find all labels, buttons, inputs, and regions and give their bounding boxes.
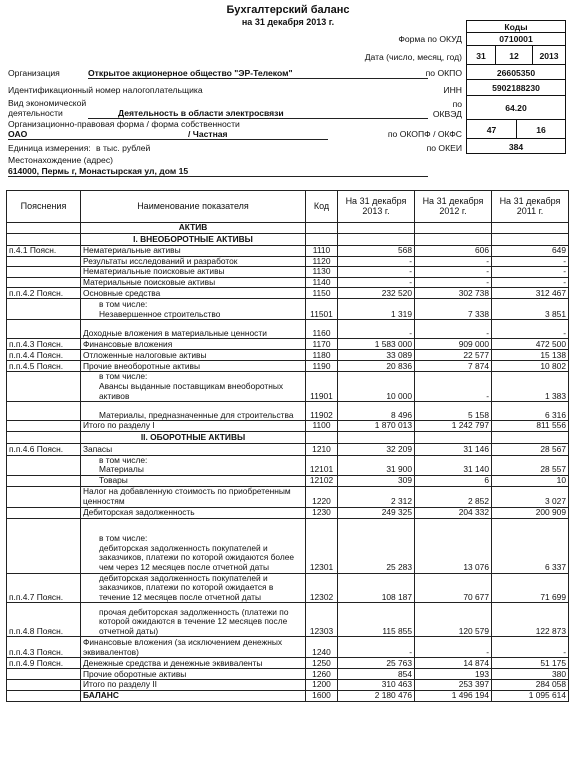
- note-cell: [7, 455, 81, 475]
- value-2011: 312 467: [492, 288, 569, 299]
- value-2013: 854: [338, 669, 415, 680]
- activity-label-2: деятельности: [8, 108, 63, 118]
- okud-code: 0710001: [466, 32, 566, 46]
- date-month: 12: [495, 45, 533, 65]
- code-cell: 12303: [306, 603, 338, 637]
- note-cell: [7, 486, 81, 507]
- name-cell: Запасы: [81, 443, 306, 455]
- okfs-code: 16: [516, 119, 566, 139]
- name-text: Авансы выданные поставщикам внеоборотных активов: [99, 380, 284, 401]
- value-2013: 1 870 013: [338, 421, 415, 432]
- value-2011: -: [492, 277, 569, 288]
- value-2013: 32 209: [338, 443, 415, 455]
- org-value: Открытое акционерное общество "ЭР-Телеком": [88, 68, 428, 79]
- name-prefix: в том числе:: [99, 299, 148, 310]
- note-cell: [7, 267, 81, 278]
- header-2012: На 31 декабря 2012 г.: [415, 191, 492, 223]
- value-2012: 606: [415, 245, 492, 256]
- name-text: Незавершенное строительство: [99, 308, 221, 319]
- table-row: [7, 267, 569, 278]
- section-row: [7, 233, 569, 245]
- value-2012: 1 496 194: [415, 690, 492, 701]
- value-2012: -: [415, 637, 492, 658]
- table-row: [7, 690, 569, 701]
- value-2012: 13 076: [415, 518, 492, 573]
- table-row: [7, 299, 569, 320]
- note-cell: [7, 299, 81, 320]
- value-2011: -: [492, 256, 569, 267]
- header-code: Код: [306, 191, 338, 223]
- note-cell: [7, 372, 81, 402]
- value-2011: -: [492, 267, 569, 278]
- value-2011: 1 383: [492, 372, 569, 402]
- value-2011: 284 058: [492, 680, 569, 691]
- value-2011: 28 557: [492, 455, 569, 475]
- table-row: [7, 277, 569, 288]
- section-title: АКТИВ: [81, 223, 306, 234]
- name-cell: [81, 299, 306, 320]
- header-2011: На 31 декабря 2011 г.: [492, 191, 569, 223]
- empty-cell: [7, 223, 81, 234]
- value-2011: 10: [492, 475, 569, 486]
- value-2012: -: [415, 277, 492, 288]
- value-2013: 31 900: [338, 455, 415, 475]
- okved-code: 64.20: [466, 95, 566, 120]
- name-cell: Товары: [81, 475, 306, 486]
- activity-value: Деятельность в области электросвязи: [88, 108, 428, 119]
- name-cell: Денежные средства и денежные эквиваленты: [81, 658, 306, 669]
- value-2013: 108 187: [338, 573, 415, 603]
- code-cell: 1190: [306, 361, 338, 372]
- table-row: [7, 361, 569, 372]
- balance-table: [6, 190, 569, 702]
- section-title: II. ОБОРОТНЫЕ АКТИВЫ: [81, 431, 306, 443]
- value-2012: 120 579: [415, 603, 492, 637]
- code-cell: 11901: [306, 372, 338, 402]
- org-label: Организация: [8, 68, 60, 78]
- table-row: [7, 507, 569, 518]
- name-cell: Нематериальные поисковые активы: [81, 267, 306, 278]
- okopf-code: 47: [466, 119, 517, 139]
- table-row: [7, 455, 569, 475]
- name-cell: Итого по разделу I: [81, 421, 306, 432]
- table-row: [7, 256, 569, 267]
- value-2013: 8 496: [338, 402, 415, 421]
- header-2013: На 31 декабря 2013 г.: [338, 191, 415, 223]
- name-prefix: в том числе:: [99, 371, 148, 382]
- code-cell: 1250: [306, 658, 338, 669]
- value-2011: -: [492, 320, 569, 339]
- note-cell: [7, 277, 81, 288]
- name-cell: Прочие внеоборотные активы: [81, 361, 306, 372]
- code-cell: 12101: [306, 455, 338, 475]
- section-row: [7, 431, 569, 443]
- table-row: [7, 680, 569, 691]
- table-row: [7, 339, 569, 350]
- table-row: [7, 637, 569, 658]
- value-2013: -: [338, 277, 415, 288]
- code-cell: 1200: [306, 680, 338, 691]
- note-cell: [7, 680, 81, 691]
- name-cell: Финансовые вложения (за исключением денежных эквивалентов): [81, 637, 306, 658]
- table-row: [7, 320, 569, 339]
- table-row: [7, 288, 569, 299]
- code-cell: 1100: [306, 421, 338, 432]
- empty-cell: [7, 233, 81, 245]
- value-2012: 1 242 797: [415, 421, 492, 432]
- name-cell: Финансовые вложения: [81, 339, 306, 350]
- name-cell: [81, 518, 306, 573]
- value-2012: -: [415, 267, 492, 278]
- name-cell: Материальные поисковые активы: [81, 277, 306, 288]
- value-2013: 2 180 476: [338, 690, 415, 701]
- code-cell: 11501: [306, 299, 338, 320]
- value-2011: 811 556: [492, 421, 569, 432]
- value-2011: 380: [492, 669, 569, 680]
- unit-label: Единица измерения:: [8, 143, 91, 153]
- value-2013: 25 763: [338, 658, 415, 669]
- table-row: [7, 658, 569, 669]
- code-cell: 1240: [306, 637, 338, 658]
- okved-label-1: по: [452, 99, 462, 109]
- value-2013: 232 520: [338, 288, 415, 299]
- table-row: [7, 603, 569, 637]
- code-cell: 1120: [306, 256, 338, 267]
- empty-cell: [338, 233, 415, 245]
- code-cell: 12301: [306, 518, 338, 573]
- code-cell: 11902: [306, 402, 338, 421]
- note-cell: п.п.4.3 Поясн.: [7, 637, 81, 658]
- value-2011: 28 567: [492, 443, 569, 455]
- code-cell: 12302: [306, 573, 338, 603]
- okpo-code: 26605350: [466, 64, 566, 80]
- table-row: [7, 475, 569, 486]
- name-cell: [81, 372, 306, 402]
- value-2011: 3 851: [492, 299, 569, 320]
- code-cell: 1150: [306, 288, 338, 299]
- value-2013: -: [338, 320, 415, 339]
- name-cell: дебиторская задолженность покупателей и заказчиков, платежи по которой ожидается в течение 12 месяцев после отчетной даты: [81, 573, 306, 603]
- note-cell: [7, 256, 81, 267]
- inn-label-code: ИНН: [443, 85, 462, 95]
- value-2011: 6 316: [492, 402, 569, 421]
- value-2012: 22 577: [415, 350, 492, 361]
- code-cell: 1170: [306, 339, 338, 350]
- inn-code: 5902188230: [466, 79, 566, 96]
- empty-cell: [306, 223, 338, 234]
- value-2012: 2 852: [415, 486, 492, 507]
- name-cell: Нематериальные активы: [81, 245, 306, 256]
- activity-label-1: Вид экономической: [8, 98, 87, 108]
- empty-cell: [415, 223, 492, 234]
- value-2012: 7 338: [415, 299, 492, 320]
- table-row: [7, 372, 569, 402]
- table-row: [7, 245, 569, 256]
- value-2013: 115 855: [338, 603, 415, 637]
- unit-value: в тыс. рублей: [96, 143, 151, 153]
- value-2013: 1 319: [338, 299, 415, 320]
- name-cell: Прочие оборотные активы: [81, 669, 306, 680]
- value-2012: 193: [415, 669, 492, 680]
- value-2011: 3 027: [492, 486, 569, 507]
- okopf-label: по ОКОПФ / ОКФС: [387, 129, 462, 139]
- header-notes: Пояснения: [7, 191, 81, 223]
- code-cell: 1160: [306, 320, 338, 339]
- value-2011: 472 500: [492, 339, 569, 350]
- code-cell: 1260: [306, 669, 338, 680]
- name-cell: [81, 455, 306, 475]
- code-cell: 1130: [306, 267, 338, 278]
- note-cell: [7, 669, 81, 680]
- name-cell: Отложенные налоговые активы: [81, 350, 306, 361]
- value-2013: 310 463: [338, 680, 415, 691]
- note-cell: п.п.4.7 Поясн.: [7, 573, 81, 603]
- note-cell: п.п.4.4 Поясн.: [7, 350, 81, 361]
- codes-caption: Коды: [466, 20, 566, 33]
- value-2011: 649: [492, 245, 569, 256]
- form-value-ownership: / Частная: [48, 129, 328, 140]
- note-cell: [7, 507, 81, 518]
- note-cell: [7, 475, 81, 486]
- value-2013: 249 325: [338, 507, 415, 518]
- value-2012: 909 000: [415, 339, 492, 350]
- value-2012: 70 677: [415, 573, 492, 603]
- code-cell: 1600: [306, 690, 338, 701]
- note-cell: [7, 690, 81, 701]
- value-2012: -: [415, 256, 492, 267]
- value-2013: 10 000: [338, 372, 415, 402]
- address-label: Местонахождение (адрес): [8, 155, 113, 165]
- empty-cell: [415, 431, 492, 443]
- note-cell: [7, 518, 81, 573]
- empty-cell: [7, 431, 81, 443]
- name-cell: Материалы, предназначенные для строительства: [81, 402, 306, 421]
- value-2012: -: [415, 320, 492, 339]
- value-2012: 204 332: [415, 507, 492, 518]
- value-2013: -: [338, 637, 415, 658]
- form-label: Организационно-правовая форма / форма собственности: [8, 119, 240, 129]
- empty-cell: [306, 233, 338, 245]
- code-cell: 1140: [306, 277, 338, 288]
- value-2012: 31 146: [415, 443, 492, 455]
- value-2011: 10 802: [492, 361, 569, 372]
- note-cell: п.п.4.2 Поясн.: [7, 288, 81, 299]
- name-cell: БАЛАНС: [81, 690, 306, 701]
- name-prefix: в том числе:: [99, 455, 148, 465]
- empty-cell: [415, 233, 492, 245]
- note-cell: п.п.4.6 Поясн.: [7, 443, 81, 455]
- note-cell: п.п.4.9 Поясн.: [7, 658, 81, 669]
- value-2013: 568: [338, 245, 415, 256]
- empty-cell: [492, 233, 569, 245]
- value-2012: 302 738: [415, 288, 492, 299]
- value-2011: 51 175: [492, 658, 569, 669]
- okpo-label: по ОКПО: [425, 68, 462, 78]
- name-prefix: в том числе:: [99, 533, 148, 544]
- value-2011: 122 873: [492, 603, 569, 637]
- empty-cell: [492, 431, 569, 443]
- note-cell: [7, 421, 81, 432]
- value-2011: 15 138: [492, 350, 569, 361]
- date-label: Дата (число, месяц, год): [364, 52, 462, 62]
- note-cell: [7, 320, 81, 339]
- value-2012: 7 874: [415, 361, 492, 372]
- okei-code: 384: [466, 138, 566, 154]
- address-value: 614000, Пермь г, Монастырская ул, дом 15: [8, 166, 428, 177]
- name-cell: Результаты исследований и разработок: [81, 256, 306, 267]
- value-2011: 200 909: [492, 507, 569, 518]
- empty-cell: [338, 431, 415, 443]
- okved-label-2: ОКВЭД: [432, 109, 462, 119]
- table-row: [7, 350, 569, 361]
- name-cell: Итого по разделу II: [81, 680, 306, 691]
- table-row: [7, 518, 569, 573]
- value-2011: 71 699: [492, 573, 569, 603]
- value-2012: -: [415, 372, 492, 402]
- empty-cell: [492, 223, 569, 234]
- section-row: [7, 223, 569, 234]
- code-cell: 1230: [306, 507, 338, 518]
- table-row: [7, 443, 569, 455]
- date-year: 2013: [532, 45, 566, 65]
- name-cell: Налог на добавленную стоимость по приобретенным ценностям: [81, 486, 306, 507]
- value-2013: 1 583 000: [338, 339, 415, 350]
- empty-cell: [338, 223, 415, 234]
- value-2012: 14 874: [415, 658, 492, 669]
- code-cell: 1110: [306, 245, 338, 256]
- value-2011: 1 095 614: [492, 690, 569, 701]
- table-row: [7, 573, 569, 603]
- name-cell: Дебиторская задолженность: [81, 507, 306, 518]
- note-cell: [7, 402, 81, 421]
- code-cell: 12102: [306, 475, 338, 486]
- note-cell: п.4.1 Поясн.: [7, 245, 81, 256]
- empty-cell: [306, 431, 338, 443]
- code-cell: 1180: [306, 350, 338, 361]
- value-2013: 309: [338, 475, 415, 486]
- name-cell: Доходные вложения в материальные ценности: [81, 320, 306, 339]
- value-2013: -: [338, 256, 415, 267]
- value-2013: 2 312: [338, 486, 415, 507]
- value-2012: 253 397: [415, 680, 492, 691]
- value-2013: 25 283: [338, 518, 415, 573]
- okei-label: по ОКЕИ: [426, 143, 462, 153]
- note-cell: п.п.4.8 Поясн.: [7, 603, 81, 637]
- date-day: 31: [466, 45, 496, 65]
- value-2011: 6 337: [492, 518, 569, 573]
- table-row: [7, 421, 569, 432]
- value-2013: -: [338, 267, 415, 278]
- inn-label: Идентификационный номер налогоплательщика: [8, 85, 203, 95]
- note-cell: п.п.4.3 Поясн.: [7, 339, 81, 350]
- value-2012: 31 140: [415, 455, 492, 475]
- value-2013: 33 089: [338, 350, 415, 361]
- value-2011: -: [492, 637, 569, 658]
- page-title: Бухгалтерский баланс: [226, 4, 350, 16]
- code-cell: 1220: [306, 486, 338, 507]
- value-2012: 5 158: [415, 402, 492, 421]
- name-text: дебиторская задолженность покупателей и заказчиков, платежи по которой ожидаются более чем через 12 месяцев после отчетной даты: [99, 542, 295, 572]
- code-cell: 1210: [306, 443, 338, 455]
- note-cell: п.п.4.5 Поясн.: [7, 361, 81, 372]
- name-text: Материалы: [99, 464, 144, 475]
- value-2012: 6: [415, 475, 492, 486]
- table-row: [7, 486, 569, 507]
- name-cell: прочая дебиторская задолженность (платежи по которой ожидаются в течение 12 месяцев после отчетной даты): [81, 603, 306, 637]
- header-indicator: Наименование показателя: [81, 191, 306, 223]
- table-row: [7, 669, 569, 680]
- value-2013: 20 836: [338, 361, 415, 372]
- report-date: на 31 декабря 2013 г.: [241, 17, 335, 27]
- section-title: I. ВНЕОБОРОТНЫЕ АКТИВЫ: [81, 233, 306, 245]
- okud-label: Форма по ОКУД: [398, 34, 462, 44]
- form-value-legal: ОАО: [8, 129, 48, 140]
- table-row: [7, 402, 569, 421]
- name-cell: Основные средства: [81, 288, 306, 299]
